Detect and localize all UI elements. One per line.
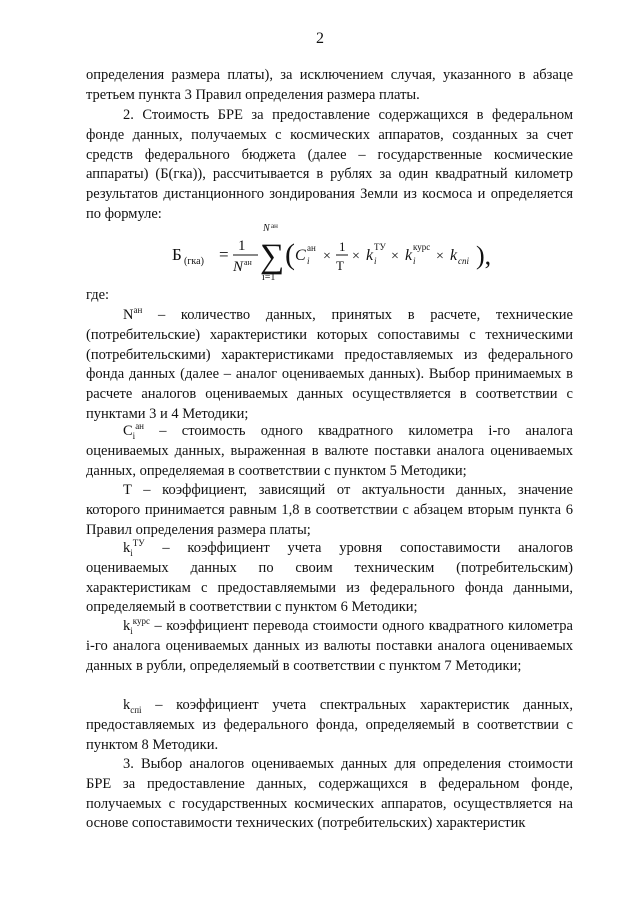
- formula-tail: ),: [476, 241, 492, 270]
- sym-k-tu-sub: i: [130, 547, 133, 558]
- sym-c: C: [123, 423, 133, 439]
- where-label: где:: [86, 287, 110, 303]
- formula-times-1: ×: [323, 249, 331, 264]
- formula-c-sub: i: [307, 256, 310, 266]
- definition-t: [86, 481, 573, 540]
- formula-sum-top-sup: ан: [271, 222, 278, 230]
- definition-t-text: – коэффициент, зависящий от актуальности данных, значение которого принимается равным 1,8 в соответствии с абзацем вторым пункта 6 Правил определения размера платы;: [86, 482, 573, 538]
- formula-frac-den: N: [233, 259, 244, 275]
- sym-c-sup: ан: [135, 421, 144, 432]
- sym-k-spi-sub: спi: [130, 704, 142, 715]
- definition-k-tu: [86, 539, 573, 618]
- sym-k-tu-sup: ТУ: [132, 538, 145, 549]
- formula-equals: =: [219, 245, 229, 264]
- sym-c-sub: i: [132, 430, 136, 441]
- sym-t: T: [123, 482, 132, 498]
- definition-c-text: – стоимость одного квадратного километра i-го аналога оцениваемых данных, выраженная в валюте поставки аналога оцениваемых данных, определяемая в соответствии с пунктом 5 Методики;: [86, 423, 573, 479]
- sym-n-sup: ан: [133, 305, 143, 316]
- formula-k3-sub: спi: [458, 256, 469, 266]
- formula-c: C: [295, 247, 306, 264]
- sym-n: N: [123, 307, 134, 323]
- definition-k-kurs: [86, 617, 573, 676]
- formula-k2: k: [405, 247, 413, 264]
- paragraph-3: 3. Выбор аналогов оцениваемых данных для определения стоимости БРЕ за предоставление данных, содержащихся в федеральном фонде, получаемых с государственных космических аппаратов, осуществляется на основе сопоставимости технических (потребительских) характеристик: [86, 756, 573, 832]
- formula-frac-num: 1: [238, 238, 246, 254]
- definition-k-kurs-text: – коэффициент перевода стоимости одного квадратного километра i-го аналога оцениваемых данных из валюты поставки аналога оцениваемых данных в рубли, определяемый в соответствии с пунктом 7 Методики;: [86, 618, 573, 674]
- definition-k-tu-text: – коэффициент учета уровня сопоставимости аналогов оцениваемых данных по своим техническим (потребительским) характеристикам с предоставляемыми из федерального фонда данными, определяемый в соответствии с пунктом 6 Методики;: [86, 540, 573, 616]
- sym-k-kurs-sup: курс: [132, 616, 151, 627]
- definition-n-text: – количество данных, принятых в расчете, технические (потребительские) характеристики которых сопоставимы с техническими (потребительскими) характеристиками предоставляемых из федерального фонда данных (далее – аналог оцениваемых данных). Выбор принимаемых в расчете аналогов оцениваемых данных осуществляется в соответствии с пунктами 3 и 4 Методики;: [86, 307, 573, 422]
- definition-k-spi-text: – коэффициент учета спектральных характеристик данных, предоставляемых из федерального фонда, определяемый в соответствии с пунктом 8 Методики.: [86, 697, 573, 753]
- paragraph-continuation: определения размера платы), за исключением случая, указанного в абзаце третьем пункта 3 Правил определения размера платы.: [86, 67, 573, 103]
- formula-times-2: ×: [352, 249, 360, 264]
- sym-k-spi: k: [123, 697, 131, 713]
- formula-k1-sup: ТУ: [374, 242, 386, 252]
- formula-c-sup: ан: [307, 243, 316, 253]
- sym-k-kurs-sub: i: [130, 625, 133, 636]
- formula-k1-sub: i: [374, 256, 377, 266]
- formula-k2-sub: i: [413, 256, 416, 266]
- formula-k3: k: [450, 247, 458, 264]
- formula-lhs-sub: (гка): [184, 256, 204, 267]
- formula-times-3: ×: [391, 249, 399, 264]
- sym-k-tu: k: [123, 540, 131, 556]
- formula-sum-bottom: i=1: [262, 272, 276, 282]
- formula-t-den: T: [336, 258, 344, 273]
- formula-k2-sup: курс: [413, 242, 431, 252]
- formula-sum-sign: ∑: [260, 238, 285, 275]
- formula-open-paren: (: [285, 238, 295, 271]
- definition-n: [86, 306, 573, 425]
- paragraph-2: 2. Стоимость БРЕ за предоставление содержащихся в федеральном фонде данных, получаемых с космических аппаратов, созданных за счет средств федерального бюджета (далее – государственные космические аппараты) (Б(гка)), рассчитывается в рублях за один квадратный километр результатов дистанционного зондирования Земли из космоса и определяется по формуле:: [86, 107, 573, 222]
- formula-times-4: ×: [436, 249, 444, 264]
- page-number: 2: [316, 30, 324, 47]
- formula-frac-den-sup: ан: [244, 258, 252, 267]
- formula-k1: k: [366, 247, 374, 264]
- formula-sum-top: N: [263, 223, 270, 234]
- definition-c: [86, 422, 573, 481]
- formula-t-num: 1: [339, 239, 346, 254]
- cost-formula: [170, 222, 500, 282]
- sym-k-kurs: k: [123, 618, 131, 634]
- definition-k-spi: [86, 696, 573, 755]
- formula-lhs: Б: [172, 245, 182, 264]
